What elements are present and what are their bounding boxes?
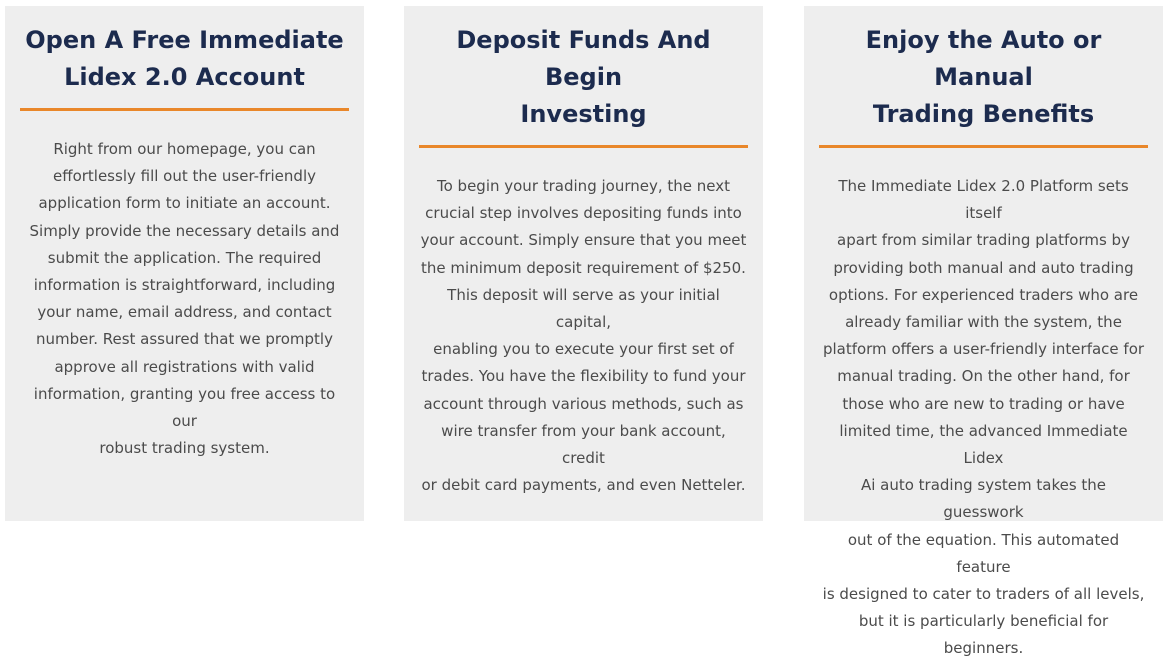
card-title: Open A Free Immediate Lidex 2.0 Account — [25, 26, 344, 91]
step-card-open-account — [5, 6, 364, 521]
card-divider — [20, 108, 349, 111]
card-description: Right from our homepage, you can effortlessly fill out the user-friendly application form to initiate an account. Simply provide the necessary details and submit the application. The required information is straightforward, including your name, email address, and contact number. Rest assured that we promptly approve all registrations with valid information, granting you free access to our robust trading system. — [29, 140, 340, 458]
card-divider — [419, 145, 748, 148]
card-title: Enjoy the Auto or Manual Trading Benefits — [865, 26, 1102, 128]
step-card-trading-benefits — [804, 6, 1163, 658]
step-card-deposit-funds — [404, 6, 763, 521]
card-title: Deposit Funds And Begin Investing — [456, 26, 711, 128]
card-description: To begin your trading journey, the next crucial step involves depositing funds into your account. Simply ensure that you meet the minimum deposit requirement of $250. This deposit will serve as your initial capital, enabling you to execute your first set of trades. You have the flexibility to fund your account through various methods, such as wire transfer from your bank account, credit or debit card payments, and even Netteler. — [420, 177, 747, 495]
card-description: The Immediate Lidex 2.0 Platform sets itself apart from similar trading platforms by providing both manual and auto trading options. For experienced traders who are already familiar with the system, the platform offers a user-friendly interface for manual trading. On the other hand, for those who are new to trading or have limited time, the advanced Immediate Lidex Ai auto trading system takes the guesswork out of the equation. This automated feature is designed to cater to traders of all levels, but it is particularly beneficial for beginners. — [822, 177, 1145, 658]
card-divider — [819, 145, 1148, 148]
